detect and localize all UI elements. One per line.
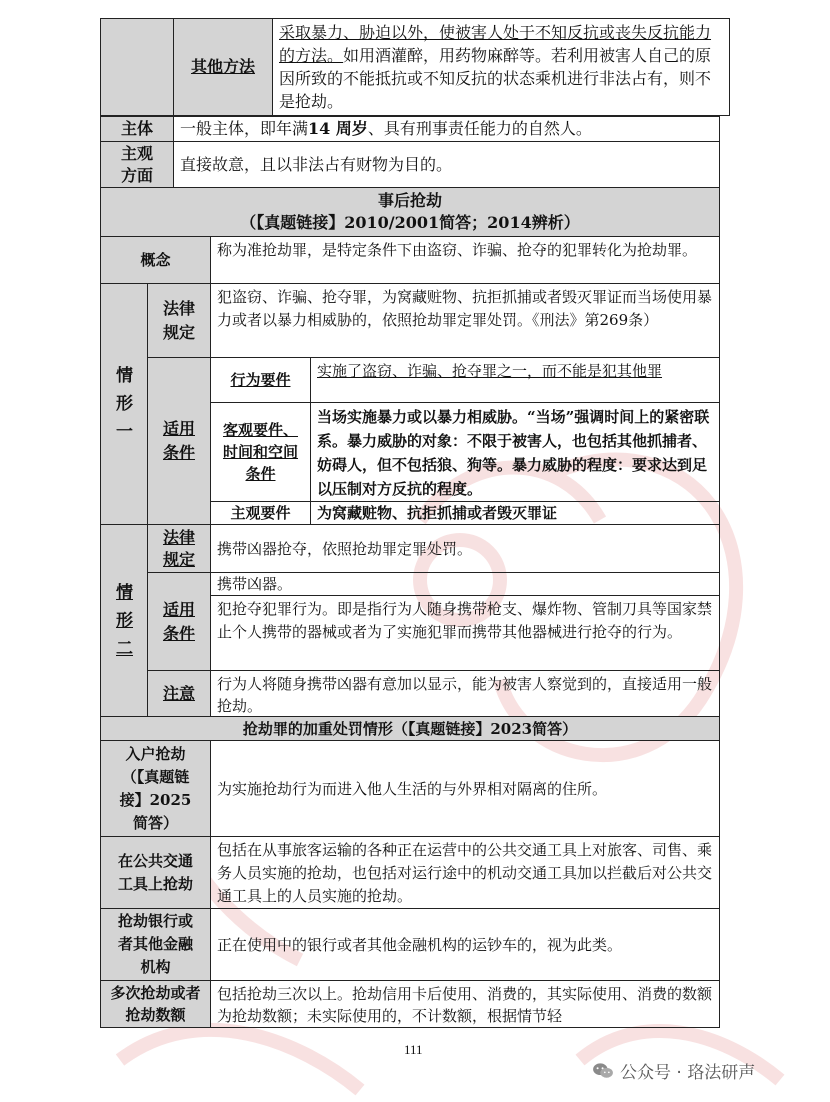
obj-req-text: 当场实施暴力或以暴力相威胁。“当场”强调时间上的紧密联系。暴力威胁的对象：不限于被害人，也包括其他抓捕者、妨碍人，但不包括狼、狗等。暴力威胁的程度：要求达到足以压制对方反抗的程度。 bbox=[310, 402, 720, 502]
wechat-account bbox=[592, 1058, 755, 1083]
act-req-label: 行为要件 bbox=[210, 357, 311, 403]
case2-apply-label: 适用条件 bbox=[147, 572, 211, 671]
case1-apply-label: 适用条件 bbox=[147, 357, 211, 525]
concept-text: 称为准抢劫罪，是特定条件下由盗窃、诈骗、抢夺的犯罪转化为抢劫罪。 bbox=[210, 236, 720, 284]
mental-label: 主观方面 bbox=[100, 141, 174, 188]
agg-row4-label: 多次抢劫或者抢劫数额 bbox=[100, 980, 211, 1028]
agg-row3-label: 抢劫银行或者其他金融机构 bbox=[100, 908, 211, 981]
top-left-gray bbox=[100, 18, 174, 116]
other-method-label: 其他方法 bbox=[173, 18, 273, 116]
agg-row2-text: 包括在从事旅客运输的各种正在运营中的公共交通工具上对旅客、司售、乘务人员实施的抢劫，也包括对运行途中的机动交通工具加以拦截后对公共交通工具上的人员实施的抢劫。 bbox=[210, 836, 720, 909]
wechat-account-name: 公众号 · 珞法研声 bbox=[620, 1063, 756, 1083]
mental-text: 直接故意，且以非法占有财物为目的。 bbox=[173, 141, 720, 188]
concept-label: 概念 bbox=[100, 236, 211, 284]
act-req-text: 实施了盗窃、诈骗、抢夺罪之一，而不能是犯其他罪 bbox=[310, 357, 720, 403]
case2-label: 情形二 bbox=[100, 524, 148, 717]
agg-row1-label: 入户抢劫（【真题链接】2025 简答） bbox=[100, 740, 211, 837]
agg-row3-text: 正在使用中的银行或者其他金融机构的运钞车的，视为此类。 bbox=[210, 908, 720, 981]
agg-row4-text: 包括抢劫三次以上。抢劫信用卡后使用、消费的，其实际使用、消费的数额为抢劫数额；未实际使用的，不计数额，根据情节轻 bbox=[210, 980, 720, 1028]
case2-cond2: 犯抢夺犯罪行为。即是指行为人随身携带枪支、爆炸物、管制刀具等国家禁止个人携带的器械或者为了实施犯罪而携带其他器械进行抢夺的行为。 bbox=[210, 595, 720, 671]
case1-law-label: 法律规定 bbox=[147, 283, 211, 358]
post-robbery-subtitle: （【真题链接】2010/2001简答；2014辨析） bbox=[240, 213, 580, 232]
case2-law-label: 法律规定 bbox=[147, 524, 211, 573]
case2-cond1: 携带凶器。 bbox=[210, 572, 720, 596]
other-method-text: 采取暴力、胁迫以外，使被害人处于不知反抗或丧失反抗能力的方法。如用酒灌醉，用药物麻醉等。若利用被害人自己的原因所致的不能抵抗或不知反抗的状态乘机进行非法占有，则不是抢劫。 bbox=[272, 18, 730, 116]
subject-label: 主体 bbox=[100, 116, 174, 142]
post-robbery-title: 事后抢劫 bbox=[377, 191, 442, 210]
agg-row1-text: 为实施抢劫行为而进入他人生活的与外界相对隔离的住所。 bbox=[210, 740, 720, 837]
case1-law-text: 犯盗窃、诈骗、抢夺罪，为窝藏赃物、抗拒抓捕或者毁灭罪证而当场使用暴力或者以暴力相威胁的，依照抢劫罪定罪处罚。《刑法》第269条） bbox=[210, 283, 720, 358]
subject-text: 一般主体，即年满 14 周岁 、具有刑事责任能力的自然人。 bbox=[173, 116, 720, 142]
page-number: 111 bbox=[404, 1042, 423, 1057]
agg-row2-label: 在公共交通工具上抢劫 bbox=[100, 836, 211, 909]
note-text: 行为人将随身携带凶器有意加以显示，能为被害人察觉到的，直接适用一般抢劫。 bbox=[210, 670, 720, 717]
note-label: 注意 bbox=[147, 670, 211, 717]
post-robbery-header bbox=[100, 187, 720, 237]
obj-req-label: 客观要件、时间和空间条件 bbox=[210, 402, 311, 502]
wechat-icon bbox=[592, 1062, 614, 1080]
case2-law-text: 携带凶器抢夺，依照抢劫罪定罪处罚。 bbox=[210, 524, 720, 573]
case1-label: 情形一 bbox=[100, 283, 148, 525]
subj-req-label: 主观要件 bbox=[210, 501, 311, 525]
aggravated-header: 抢劫罪的加重处罚情形（【真题链接】2023简答） bbox=[100, 716, 720, 741]
subj-req-text: 为窝藏赃物、抗拒抓捕或者毁灭罪证 bbox=[310, 501, 720, 525]
